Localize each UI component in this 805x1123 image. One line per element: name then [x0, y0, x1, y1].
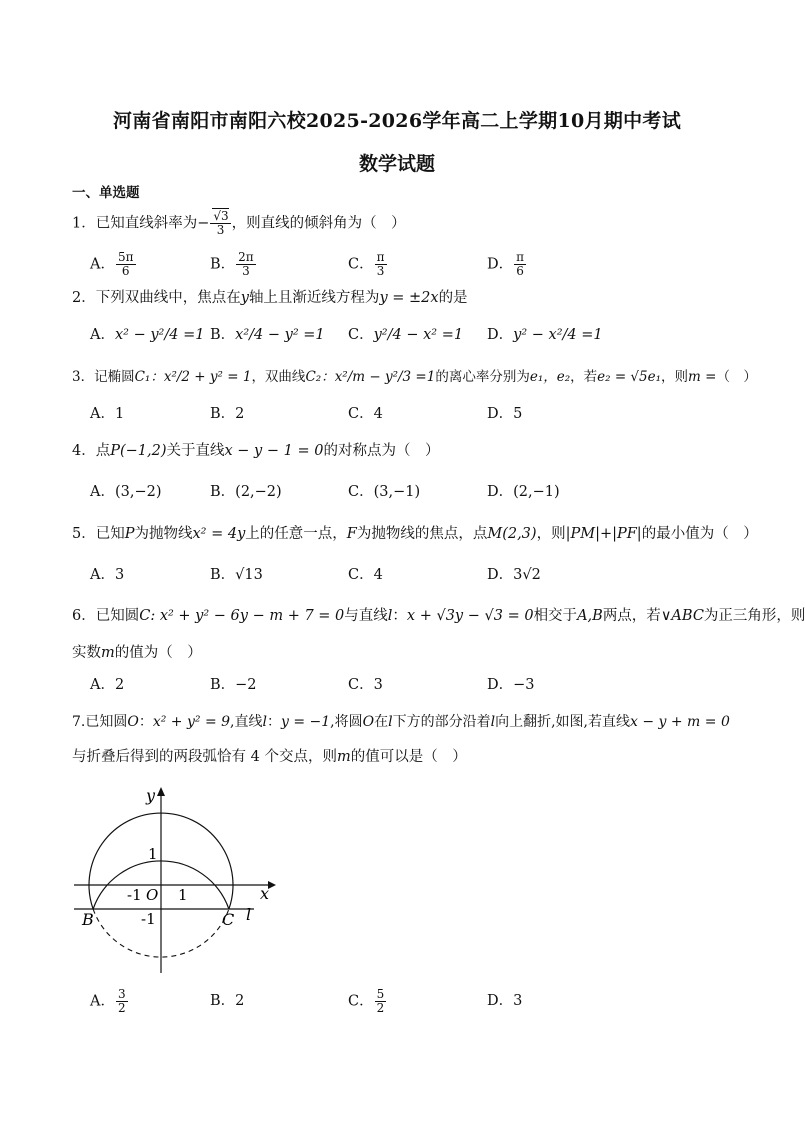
option-value: 3 [513, 993, 523, 1009]
line-l-label: l [246, 905, 252, 924]
fraction-numerator: 2π [238, 250, 254, 264]
math-inline: x − y − 1 = 0 [224, 443, 324, 459]
question-text: 向上翻折,如图,若直线 [495, 714, 630, 730]
tick-label-neg1-y: -1 [141, 910, 156, 928]
math-inline: x² + y² = 9 [152, 714, 231, 730]
math-inline: C₁： [134, 369, 164, 385]
fraction-denominator: 6 [121, 264, 130, 278]
question-text: ,将圆 [330, 714, 363, 730]
math-inline: m = [688, 369, 717, 385]
question-7-line-1 [72, 711, 730, 733]
option-label: D． [487, 484, 514, 500]
page-title: 河南省南阳市南阳六校2025-2026学年高二上学期10月期中考试 [113, 110, 681, 132]
y-axis-arrow [157, 787, 165, 796]
math-inline: |PM|+|PF| [565, 526, 642, 542]
math-inline: y = ±2x [379, 290, 439, 306]
math-inline: x²/m − y²/3 =1 [334, 369, 436, 385]
option-c [348, 988, 387, 1015]
question-text: 已知 [95, 526, 125, 542]
math-inline: l [388, 714, 393, 730]
question-text: ： [266, 714, 281, 730]
math-inline: A,B [577, 608, 603, 624]
question-text: 为正三角形，则 [703, 608, 805, 624]
point-b-label: B [82, 910, 94, 929]
question-text: ： [138, 714, 153, 730]
math-inline: l [262, 714, 267, 730]
question-1 [72, 210, 406, 237]
option-expression: y²/4 − x² =1 [373, 327, 464, 343]
question-text: ，双曲线 [251, 369, 306, 385]
math-inline: x − y + m = 0 [629, 714, 730, 730]
option-d [487, 990, 522, 1012]
question-text: 相交于 [533, 608, 578, 624]
option-label: C． [348, 993, 374, 1010]
option-value: 2 [235, 406, 245, 422]
fraction-numerator: 5π [117, 250, 134, 264]
option-label: A． [90, 406, 115, 422]
option-value: 4 [373, 406, 383, 422]
option-value: (3,−1) [373, 484, 421, 500]
math-inline: x² = 4y [192, 526, 246, 542]
question-text: ,直线 [230, 714, 263, 730]
question-text: 为抛物线的焦点，点 [356, 526, 488, 542]
tick-label-1-x: 1 [178, 886, 188, 904]
option-label: A． [90, 993, 115, 1010]
option-c [348, 403, 383, 425]
option-expression: y² − x²/4 =1 [513, 327, 603, 343]
math-inline: P(−1,2) [110, 443, 167, 459]
option-label: D． [487, 567, 514, 583]
question-text: 已知圆 [95, 608, 140, 624]
math-inline: x + √3y − √3 = 0 [406, 608, 534, 624]
option-b [210, 403, 244, 425]
math-inline: e₂ = √5e₁ [597, 369, 662, 385]
option-d [487, 674, 535, 696]
option-label: A． [90, 677, 115, 693]
math-inline: O [127, 714, 139, 730]
option-label: D． [487, 256, 514, 273]
option-a [90, 324, 204, 346]
option-label: A． [90, 327, 115, 343]
tick-label-1: 1 [148, 845, 158, 863]
question-text: 记椭圆 [94, 369, 135, 385]
option-label: B． [210, 484, 236, 500]
question-text: ，则 [536, 526, 566, 542]
question-6-line-1 [72, 605, 805, 627]
option-label: B． [210, 256, 236, 273]
option-label: B． [210, 567, 236, 583]
option-a [90, 674, 124, 696]
option-value: √13 [235, 567, 263, 583]
math-inline: m [336, 749, 351, 765]
math-inline: F [346, 526, 357, 542]
question-text: 在 [374, 714, 389, 730]
option-value: (2,−2) [235, 484, 282, 500]
question-2 [72, 287, 468, 309]
option-value: 3 [373, 677, 383, 693]
question-text: 的值可以是（ ） [350, 749, 467, 765]
question-text: 的是 [438, 290, 468, 306]
option-label: A． [90, 256, 115, 273]
question-text: 关于直线 [166, 443, 225, 459]
option-value: −3 [513, 677, 535, 693]
option-c [348, 481, 420, 503]
question-text: 轴上且渐近线方程为 [248, 290, 380, 306]
option-label: D． [487, 993, 514, 1009]
fraction-numerator: 3 [117, 987, 126, 1001]
question-number: 3． [72, 369, 95, 385]
question-text: ，若 [570, 369, 598, 385]
minus-sign: − [197, 215, 210, 232]
fraction-denominator: 6 [516, 264, 524, 278]
option-b [210, 564, 263, 586]
option-label: C． [348, 256, 374, 273]
option-c [348, 251, 388, 278]
option-a [90, 564, 124, 586]
question-text: 的最小值为（ ） [641, 526, 758, 542]
option-b [210, 251, 257, 278]
option-b [210, 990, 244, 1012]
math-inline: C: x² + y² − 6y − m + 7 = 0 [139, 608, 345, 624]
option-value: 2 [114, 677, 125, 693]
page-subtitle: 数学试题 [358, 153, 435, 175]
question-4 [72, 440, 439, 462]
question-text: ，则直线的倾斜角为（ ） [231, 215, 406, 232]
fraction-denominator: 3 [216, 223, 225, 237]
option-expression: x²/4 − y² =1 [235, 327, 325, 343]
fraction-numerator: π [376, 250, 385, 264]
option-label: D． [487, 677, 514, 693]
option-b [210, 481, 282, 503]
math-inline: C₂： [305, 369, 335, 385]
option-label: B． [210, 406, 236, 422]
option-a [90, 481, 162, 503]
point-c-label: C [222, 910, 235, 929]
question-text: 与直线 [344, 608, 388, 624]
question-text: 下方的部分沿着 [392, 714, 491, 730]
question-text: 的对称点为（ ） [323, 443, 440, 459]
option-label: B． [210, 327, 236, 343]
option-value: (2,−1) [513, 484, 560, 500]
option-a [90, 403, 124, 425]
question-text: 为抛物线 [134, 526, 193, 542]
math-inline: O [362, 714, 375, 730]
option-value: 1 [114, 406, 125, 422]
math-inline: l [490, 714, 496, 730]
option-label: C． [348, 484, 374, 500]
question-number: 5． [72, 526, 96, 542]
option-expression: x² − y²/4 =1 [114, 327, 205, 343]
option-c [348, 674, 383, 696]
question-text: 两点，若 [602, 608, 661, 624]
math-inline: m [101, 645, 115, 661]
option-d [487, 403, 522, 425]
option-a [90, 988, 129, 1015]
tick-label-neg1-x: -1 [127, 886, 142, 904]
option-label: C． [348, 677, 374, 693]
option-b [210, 324, 325, 346]
option-value: 4 [373, 567, 383, 583]
question-text: 上的任意一点， [245, 526, 347, 542]
option-value: 3 [114, 567, 125, 583]
option-label: D． [487, 327, 514, 343]
option-d [487, 324, 603, 346]
option-d [487, 481, 560, 503]
option-value: −2 [235, 677, 257, 693]
math-inline: ∨ABC [660, 608, 704, 624]
math-inline: M(2,3) [487, 526, 537, 542]
question-number: 6． [72, 608, 96, 624]
option-value: 2 [235, 993, 245, 1009]
fraction-denominator: 2 [117, 1001, 126, 1015]
question-text: 的离心率分别为 [435, 369, 530, 385]
section-heading: 一、单选题 [72, 185, 140, 201]
question-text: 与折叠后得到的两段弧恰有 4 个交点，则 [72, 749, 337, 765]
question-text: 已知直线斜率为 [95, 215, 198, 232]
question-text: ： [392, 608, 407, 624]
math-inline: y [240, 290, 249, 306]
question-text: 实数 [72, 645, 101, 661]
math-inline: e₁，e₂ [529, 369, 571, 385]
option-label: C． [348, 406, 374, 422]
fraction-denominator: 3 [376, 264, 385, 278]
option-d [487, 251, 527, 278]
option-c [348, 324, 463, 346]
option-value: 3√2 [513, 567, 541, 583]
fraction-denominator: 2 [376, 1001, 385, 1015]
question-number: 1． [72, 215, 96, 232]
fraction-numerator: 5 [376, 987, 385, 1001]
question-text: 下列双曲线中，焦点在 [95, 290, 241, 306]
fraction [210, 210, 230, 237]
question-5 [72, 523, 758, 545]
option-d [487, 564, 541, 586]
origin-label: O [146, 886, 159, 904]
question-text: （ ） [716, 369, 757, 385]
option-label: C． [348, 327, 374, 343]
folded-circle-figure [66, 783, 286, 978]
option-label: A． [90, 484, 115, 500]
math-inline: y = −1 [280, 714, 331, 730]
x-axis-arrow [268, 881, 276, 889]
option-label: B． [210, 993, 236, 1009]
fraction-numerator: √3 [213, 209, 229, 223]
math-inline: l [387, 608, 393, 624]
question-text: ，则 [661, 369, 689, 385]
option-c [348, 564, 383, 586]
math-inline: P [124, 526, 135, 542]
question-text: 的值为（ ） [114, 645, 202, 661]
option-a [90, 251, 137, 278]
question-number: 2． [72, 290, 96, 306]
option-label: A． [90, 567, 115, 583]
option-label: B． [210, 677, 236, 693]
question-text: 点 [95, 443, 111, 459]
question-3 [72, 366, 757, 388]
y-axis-label: y [146, 786, 156, 805]
option-value: (3,−2) [114, 484, 162, 500]
question-number: 4． [72, 443, 96, 459]
x-axis-label: x [260, 884, 270, 903]
fraction-numerator: π [516, 250, 525, 264]
math-inline: x²/2 + y² = 1 [163, 369, 252, 385]
option-value: 5 [513, 406, 523, 422]
question-number: 7. [72, 714, 86, 730]
option-label: D． [487, 406, 514, 422]
question-text: 已知圆 [85, 714, 128, 730]
option-b [210, 674, 257, 696]
question-6-line-2 [72, 642, 202, 664]
option-label: C． [348, 567, 374, 583]
question-7-line-2 [72, 746, 467, 768]
fraction-denominator: 3 [242, 264, 250, 278]
